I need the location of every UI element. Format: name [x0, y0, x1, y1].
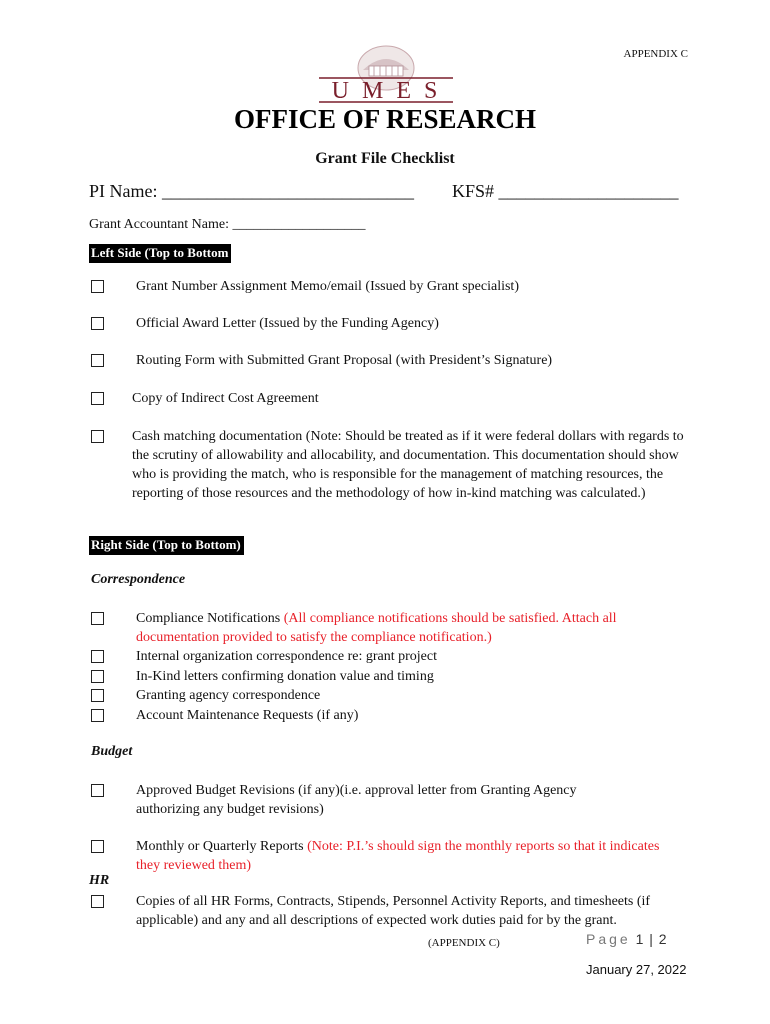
- checklist-item-label: Internal organization correspondence re: grant project: [136, 649, 437, 664]
- checklist-item-label: [136, 837, 676, 875]
- reports-note: (Note: P.I.’s should sign the monthly reports so that it indicates they reviewed them): [136, 839, 660, 873]
- checklist-item: [91, 837, 660, 873]
- hr-heading: HR: [89, 873, 110, 888]
- checkbox[interactable]: [91, 650, 104, 663]
- compliance-note: (All compliance notifications should be satisfied. Attach all documentation provided to satisfy the compliance notification.): [136, 611, 617, 645]
- checklist-item: [91, 686, 321, 703]
- checklist-item-label: In-Kind letters confirming donation value and timing: [136, 669, 434, 684]
- checklist-item-label: Approved Budget Revisions (if any)(i.e. approval letter from Granting Agency authorizing any budget revisions): [136, 783, 577, 817]
- correspondence-heading: Correspondence: [91, 572, 186, 587]
- checkbox[interactable]: [91, 784, 104, 797]
- checklist-item-label: Copies of all HR Forms, Contracts, Stipends, Personnel Activity Reports, and timesheets (if applicable) and any and all descriptions of expected work duties paid for by the grant.: [136, 894, 651, 928]
- checklist-item-label: [136, 609, 696, 647]
- checkbox[interactable]: [91, 895, 104, 908]
- right-side-heading: Right Side (Top to Bottom): [89, 536, 244, 555]
- checkbox[interactable]: [91, 840, 104, 853]
- umes-logo: [311, 44, 461, 104]
- footer-appendix: (APPENDIX C): [428, 937, 500, 949]
- checkbox[interactable]: [91, 354, 104, 367]
- grant-accountant-field[interactable]: Grant Accountant Name: ___________________: [89, 217, 366, 232]
- checklist-item: [91, 892, 651, 928]
- page-subtitle: Grant File Checklist: [315, 150, 455, 167]
- checkbox[interactable]: [91, 612, 104, 625]
- checklist-item: [91, 389, 319, 406]
- checklist-item: [91, 706, 359, 723]
- checkbox[interactable]: [91, 670, 104, 683]
- checklist-item: [91, 667, 434, 684]
- checklist-item: [91, 351, 553, 368]
- checklist-item-label: Routing Form with Submitted Grant Proposal (with President’s Signature): [136, 353, 553, 368]
- kfs-field[interactable]: KFS# ____________________: [452, 181, 679, 201]
- checkbox[interactable]: [91, 689, 104, 702]
- checkbox[interactable]: [91, 317, 104, 330]
- left-side-heading: Left Side (Top to Bottom: [89, 244, 231, 263]
- compliance-label: Compliance Notifications: [136, 611, 284, 626]
- checklist-item-label: Grant Number Assignment Memo/email (Issued by Grant specialist): [136, 279, 519, 294]
- checkbox[interactable]: [91, 280, 104, 293]
- page-title: OFFICE OF RESEARCH: [233, 104, 537, 134]
- checkbox[interactable]: [91, 392, 104, 405]
- checklist-item-label: Granting agency correspondence: [136, 688, 321, 703]
- reports-label: Monthly or Quarterly Reports: [136, 839, 308, 854]
- checklist-item: [91, 781, 577, 817]
- page-word: Page: [586, 931, 631, 947]
- appendix-label: APPENDIX C: [623, 48, 688, 60]
- checklist-item: [91, 427, 684, 501]
- page-number: [586, 931, 668, 947]
- budget-heading: Budget: [91, 744, 133, 759]
- checklist-item: [91, 277, 519, 294]
- checklist-item: [91, 314, 439, 331]
- checklist-item-label: Cash matching documentation (Note: Should be treated as if it were federal dollars with regards to the scrutiny of allowability and allocability, and documentation. This documentation should show who is providing the match, who is responsible for the management of matching resources, the reporting of those resources and the methodology of how in-kind matching was calculated.): [132, 429, 684, 501]
- checklist-item-label: Account Maintenance Requests (if any): [136, 708, 359, 723]
- checklist-item-label: Official Award Letter (Issued by the Funding Agency): [136, 316, 439, 331]
- checkbox[interactable]: [91, 709, 104, 722]
- page-count: 1 | 2: [630, 931, 668, 947]
- checklist-item: [91, 609, 617, 645]
- checklist-item-label: Copy of Indirect Cost Agreement: [132, 391, 319, 406]
- footer-date: January 27, 2022: [586, 962, 687, 977]
- checklist-item: [91, 647, 437, 664]
- pi-name-field[interactable]: PI Name: ____________________________: [89, 181, 414, 201]
- logo-text: UMES: [331, 78, 451, 104]
- checkbox[interactable]: [91, 430, 104, 443]
